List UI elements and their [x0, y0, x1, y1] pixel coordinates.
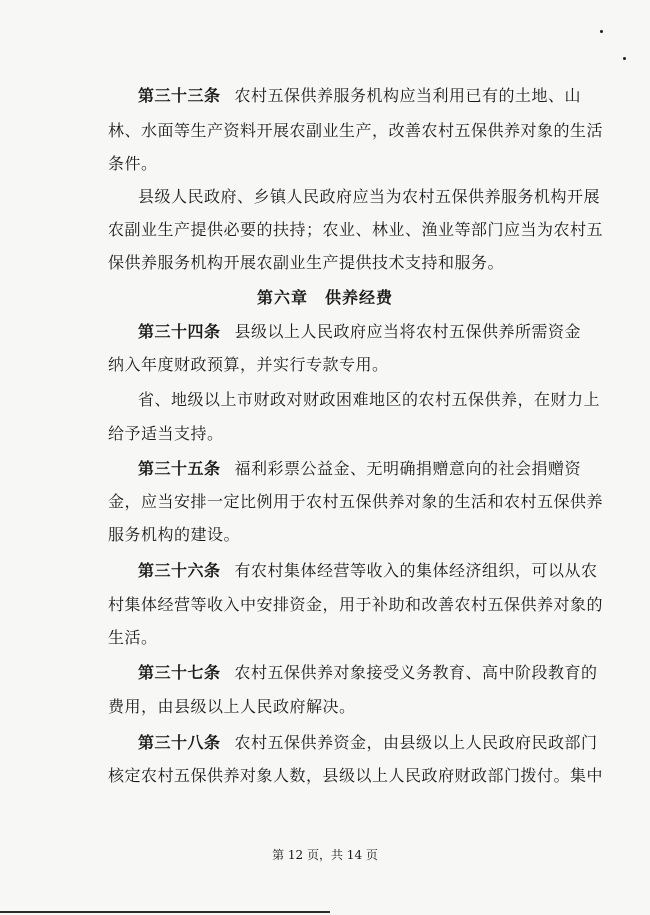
scan-speck	[600, 30, 603, 33]
article-38-heading: 第三十八条	[138, 733, 221, 752]
article-36-text-1: 有农村集体经营等收入的集体经济组织，可以从农	[234, 561, 598, 580]
article-35-line-3: 服务机构的建设。	[108, 525, 241, 544]
article-38-line-2: 核定农村五保供养对象人数，县级以上人民政府财政部门拨付。集中	[108, 766, 604, 785]
article-37-heading: 第三十七条	[138, 663, 221, 682]
para-33b-line-1: 县级人民政府、乡镇人民政府应当为农村五保供养服务机构开展	[138, 187, 601, 206]
article-37-line-2: 费用，由县级以上人民政府解决。	[108, 697, 356, 716]
article-37-text-1: 农村五保供养对象接受义务教育、高中阶段教育的	[234, 663, 598, 682]
article-33-line-1	[138, 86, 581, 106]
article-36-line-2: 村集体经营等收入中安排资金，用于补助和改善农村五保供养对象的	[108, 595, 604, 614]
article-35-line-2: 金，应当安排一定比例用于农村五保供养对象的生活和农村五保供养	[108, 492, 604, 511]
article-33-heading: 第三十三条	[138, 86, 221, 105]
bottom-rule	[0, 911, 330, 913]
article-34-line-2: 纳入年度财政预算，并实行专款专用。	[108, 355, 389, 374]
article-36-line-3: 生活。	[108, 628, 158, 647]
article-33-line-2: 林、水面等生产资料开展农副业生产，改善农村五保供养对象的生活	[108, 121, 604, 140]
article-35-heading: 第三十五条	[138, 459, 221, 478]
page-number: 第 12 页，共 14 页	[272, 848, 378, 862]
article-33-line-3: 条件。	[108, 154, 158, 173]
scan-speck	[623, 57, 626, 60]
article-34-line-1	[138, 322, 581, 342]
article-36-heading: 第三十六条	[138, 561, 221, 580]
chapter-title: 第六章 供养经费	[256, 288, 393, 307]
article-36-line-1	[138, 561, 598, 581]
article-34-text-1: 县级以上人民政府应当将农村五保供养所需资金	[234, 322, 582, 341]
article-34-heading: 第三十四条	[138, 322, 221, 341]
article-38-line-1	[138, 733, 598, 753]
article-33-text-1: 农村五保供养服务机构应当利用已有的土地、山	[234, 86, 582, 105]
para-34b-line-1: 省、地级以上市财政对财政困难地区的农村五保供养，在财力上	[138, 390, 601, 409]
article-35-line-1	[138, 459, 581, 479]
article-38-text-1: 农村五保供养资金，由县级以上人民政府民政部门	[234, 733, 598, 752]
para-33b-line-3: 保供养服务机构开展农副业生产提供技术支持和服务。	[108, 253, 505, 272]
article-35-text-1: 福利彩票公益金、无明确捐赠意向的社会捐赠资	[234, 459, 582, 478]
article-37-line-1	[138, 663, 598, 683]
para-33b-line-2: 农副业生产提供必要的扶持；农业、林业、渔业等部门应当为农村五	[108, 220, 604, 239]
para-34b-line-2: 给予适当支持。	[108, 424, 224, 443]
